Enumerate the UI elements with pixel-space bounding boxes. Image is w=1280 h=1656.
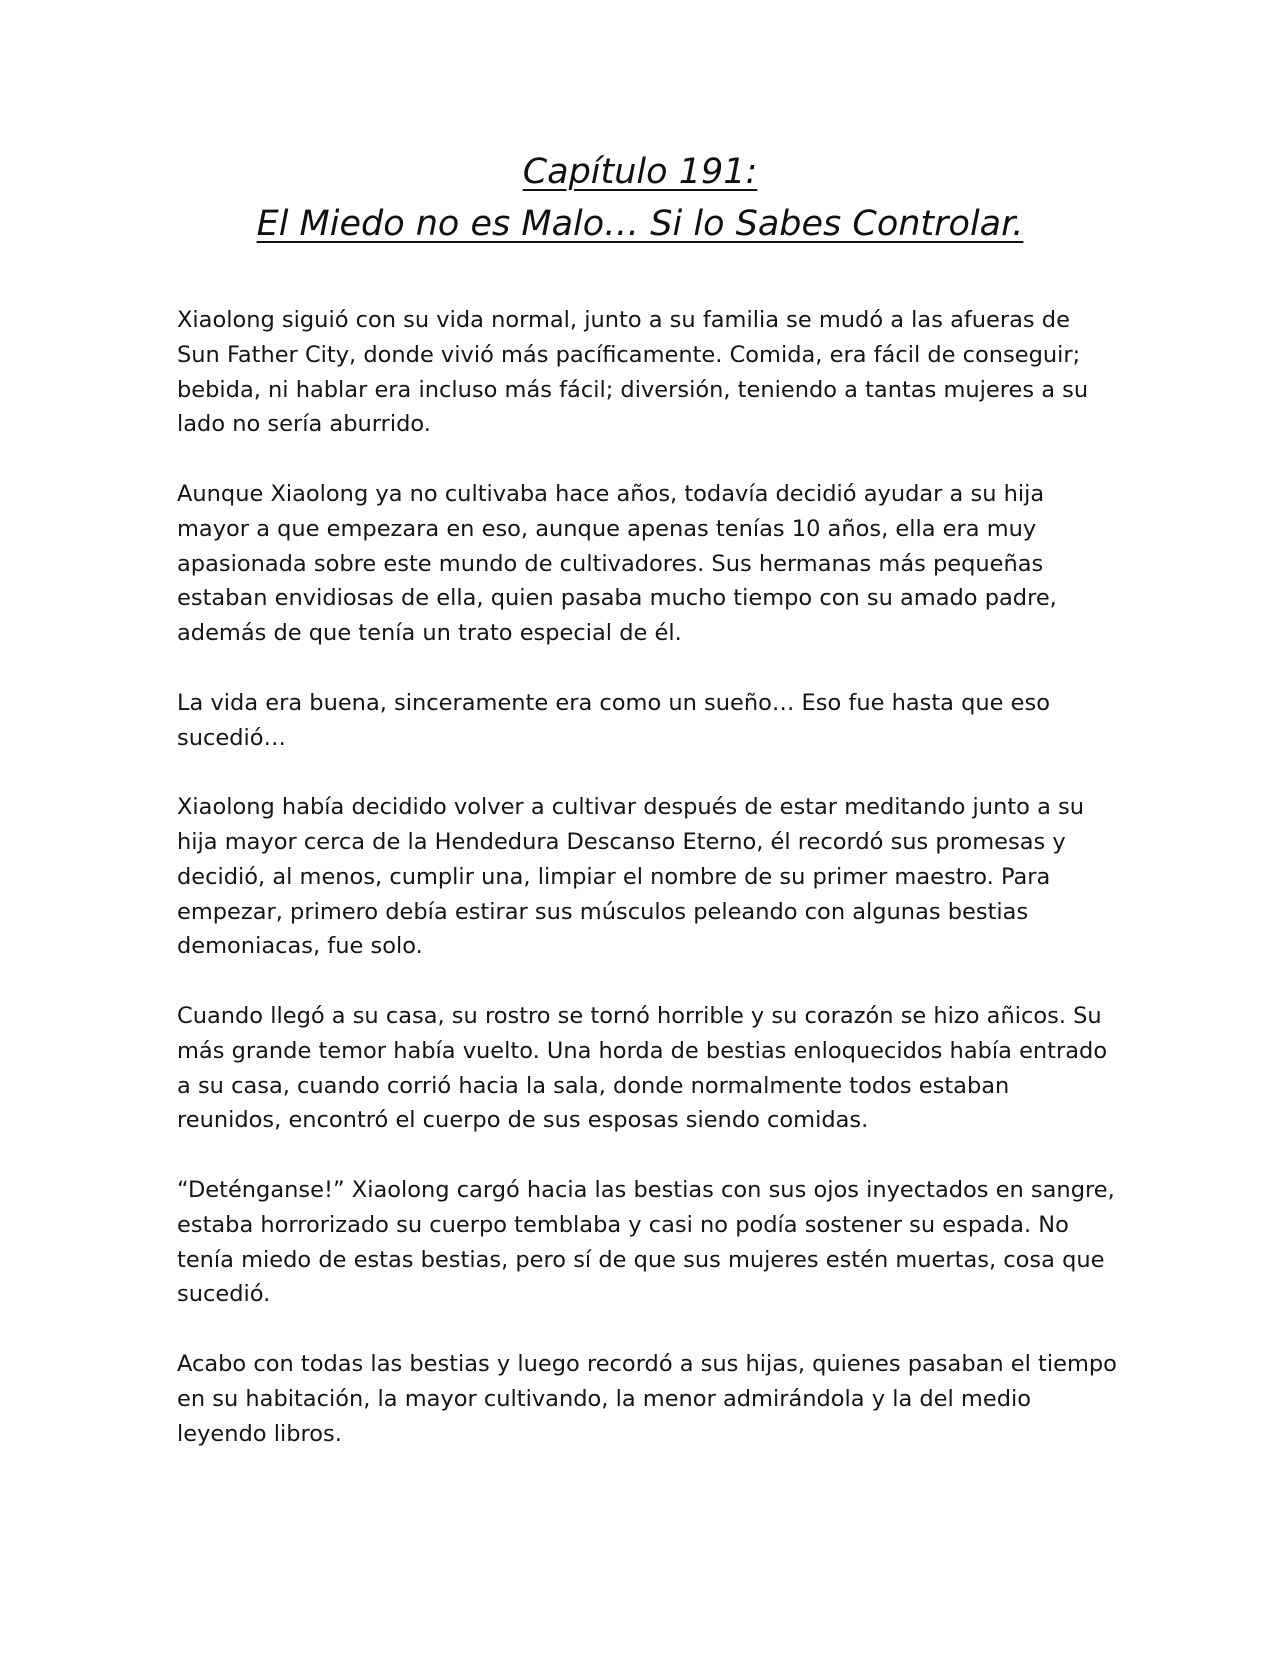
paragraph: “Deténganse!” Xiaolong cargó hacia las bestias con sus ojos inyectados en sangre, estaba horrorizado su cuerpo temblaba y casi no podía sostener su espada. No tenía miedo de estas bestias, pero sí de que sus mujeres estén muertas, cosa que sucedió. — [177, 1176, 1115, 1308]
chapter-number: Capítulo 191: — [522, 152, 758, 192]
paragraph: Cuando llegó a su casa, su rostro se tornó horrible y su corazón se hizo añicos. Su más grande temor había vuelto. Una horda de bestias enloquecidos había entrado a su casa, cuando corrió hacia la sala, donde normalmente todos estaban reunidos, encontró el cuerpo de sus esposas siendo comidas. — [177, 1002, 1108, 1134]
paragraph: Aunque Xiaolong ya no cultivaba hace años, todavía decidió ayudar a su hija mayor a que empezara en eso, aunque apenas tenías 10 años, ella era muy apasionada sobre este mundo de cultivadores. Sus hermanas más pequeñas estaban envidiosas de ella, quien pasaba mucho tiempo con su amado padre, además de que tenía un trato especial de él. — [177, 480, 1057, 647]
paragraph: Acabo con todas las bestias y luego recordó a sus hijas, quienes pasaban el tiempo en su habitación, la mayor cultivando, la menor admirándola y la del medio leyendo libros. — [177, 1350, 1117, 1447]
paragraph: Xiaolong había decidido volver a cultivar después de estar meditando junto a su hija mayor cerca de la Hendedura Descanso Eterno, él recordó sus promesas y decidió, al menos, cumplir una, limpiar el nombre de su primer maestro. Para empezar, primero debía estirar sus músculos peleando con algunas bestias demoniacas, fue solo. — [177, 794, 1084, 960]
chapter-body — [177, 303, 1117, 1486]
chapter-subtitle: El Miedo no es Malo… Si lo Sabes Controlar. — [256, 204, 1024, 244]
chapter-title — [0, 146, 1280, 250]
paragraph: Xiaolong siguió con su vida normal, junto a su familia se mudó a las afueras de Sun Father City, donde vivió más pacíficamente. Comida, era fácil de conseguir; bebida, ni hablar era incluso más fácil; diversión, teniendo a tantas mujeres a su lado no sería aburrido. — [177, 307, 1089, 438]
paragraph: La vida era buena, sinceramente era como un sueño… Eso fue hasta que eso sucedió… — [177, 689, 1050, 751]
